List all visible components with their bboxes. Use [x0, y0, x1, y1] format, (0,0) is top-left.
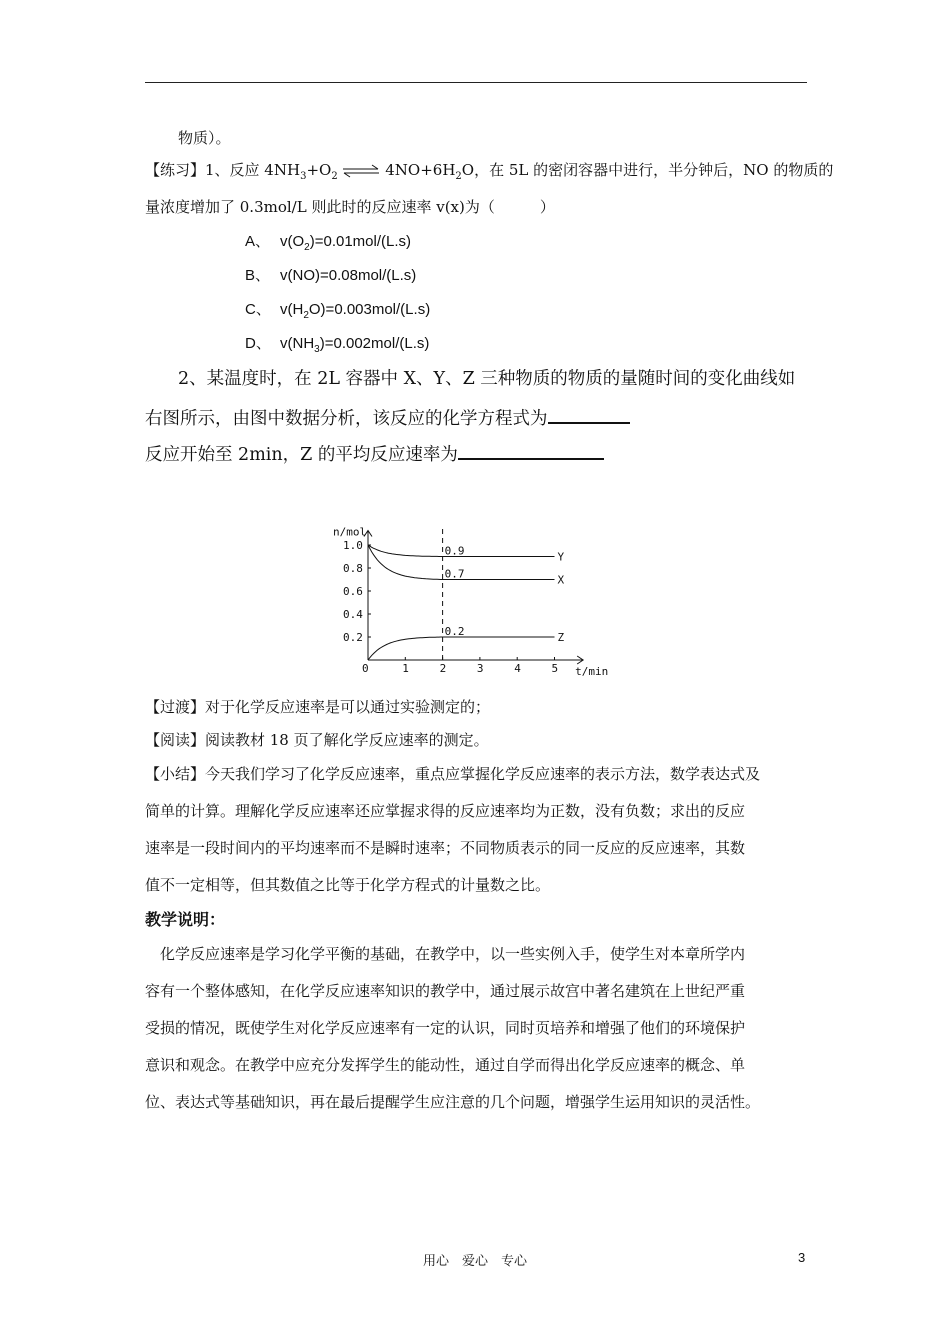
x-tick-label: 1	[402, 662, 409, 675]
x-tick-label: 5	[551, 662, 559, 675]
y-tick-label: 0.8	[343, 562, 363, 575]
series-line-z	[368, 637, 555, 660]
teaching-line-5: 位、表达式等基础知识，再在最后提醒学生应注意的几个问题，增强学生运用知识的灵活性。	[145, 1093, 761, 1111]
series-value-label-y: 0.9	[444, 544, 465, 558]
header-rule	[145, 82, 807, 83]
summary-line-4: 值不一定相等，但其数值之比等于化学方程式的计量数之比。	[145, 876, 551, 894]
series-value-label-z: 0.2	[444, 625, 465, 638]
question-2-line-3: 反应开始至 2min，Z 的平均反应速率为	[145, 440, 604, 467]
option-c: C、 $v(H_2O)=0.003mol/(L.s)$	[245, 301, 431, 321]
teaching-notes-title: 教学说明：	[145, 910, 226, 929]
summary-line-3: 速率是一段时间内的平均速率而不是瞬时速率；不同物质表示的同一反应的反应速率，其数	[145, 839, 746, 857]
y-tick-label: 0.4	[343, 608, 363, 621]
teaching-line-3: 受损的情况，既使学生对化学反应速率有一定的认识，同时页培养和增强了他们的环境保护	[145, 1019, 746, 1037]
series-name-label-y: Y	[557, 550, 565, 564]
transition-text: 【过渡】对于化学反应速率是可以通过实验测定的；	[145, 698, 491, 716]
summary-line-2: 简单的计算。理解化学反应速率还应掌握求得的反应速率均为正数，没有负数；求出的反应	[145, 802, 746, 820]
question-2-line-1: 2、某温度时，在 2L 容器中 X、Y、Z 三种物质的物质的量随时间的变化曲线如	[178, 369, 796, 389]
option-a: A、 $v(O_2)=0.01mol/(L.s)$	[245, 233, 412, 253]
teaching-line-4: 意识和观念。在教学中应充分发挥学生的能动性，通过自学而得出化学反应速率的概念、单	[145, 1056, 746, 1074]
reading-text: 【阅读】阅读教材 18 页了解化学反应速率的测定。	[145, 731, 489, 749]
y-axis-label: n/mol	[333, 525, 367, 539]
x-tick-label: 0	[362, 662, 369, 675]
series-value-label-x: 0.7	[444, 567, 465, 581]
y-tick-label: 0.2	[343, 631, 363, 644]
y-tick-label: 0.6	[343, 585, 363, 598]
x-tick-label: 4	[514, 662, 521, 675]
exercise-1-line-2: 量浓度增加了 0.3mol/L 则此时的反应速率 v(x)为（ ）	[145, 198, 555, 216]
exercise-1-line-1: 【练习】1、反应 $4NH_3+O_2$ $4NO+6H_2O$，在 5L 的密闭容器中进行，半分钟后，NO 的物质的	[145, 161, 834, 182]
paragraph-tail: 物质）。	[178, 129, 231, 147]
y-tick-label: 1.0	[343, 539, 363, 552]
teaching-line-1: 化学反应速率是学习化学平衡的基础，在教学中，以一些实例入手，使学生对本章所学内	[145, 945, 746, 963]
series-name-label-x: X	[557, 573, 565, 587]
option-b: B、 v(NO)=0.08mol/(L.s)	[245, 267, 417, 284]
summary-line-1: 【小结】今天我们学习了化学反应速率，重点应掌握化学反应速率的表示方法，数学表达式及	[145, 765, 761, 783]
answer-blank-rate[interactable]	[458, 440, 604, 460]
question-2-line-2: 右图所示，由图中数据分析，该反应的化学方程式为	[145, 404, 630, 431]
answer-blank-equation[interactable]	[548, 404, 630, 424]
equilibrium-arrow-icon	[342, 164, 380, 178]
series-name-label-z: Z	[557, 631, 565, 644]
amount-time-chart	[325, 500, 625, 685]
footer-motto: 用心 爱心 专心	[422, 1254, 527, 1269]
teaching-line-2: 容有一个整体感知，在化学反应速率知识的教学中，通过展示故宫中著名建筑在上世纪严重	[145, 982, 746, 1000]
x-tick-label: 2	[439, 662, 447, 675]
x-tick-label: 3	[476, 662, 484, 675]
option-d: D、 $v(NH_3)=0.002mol/(L.s)$	[245, 335, 430, 355]
page-number: 3	[798, 1250, 806, 1265]
x-axis-label: t/min	[575, 665, 609, 678]
